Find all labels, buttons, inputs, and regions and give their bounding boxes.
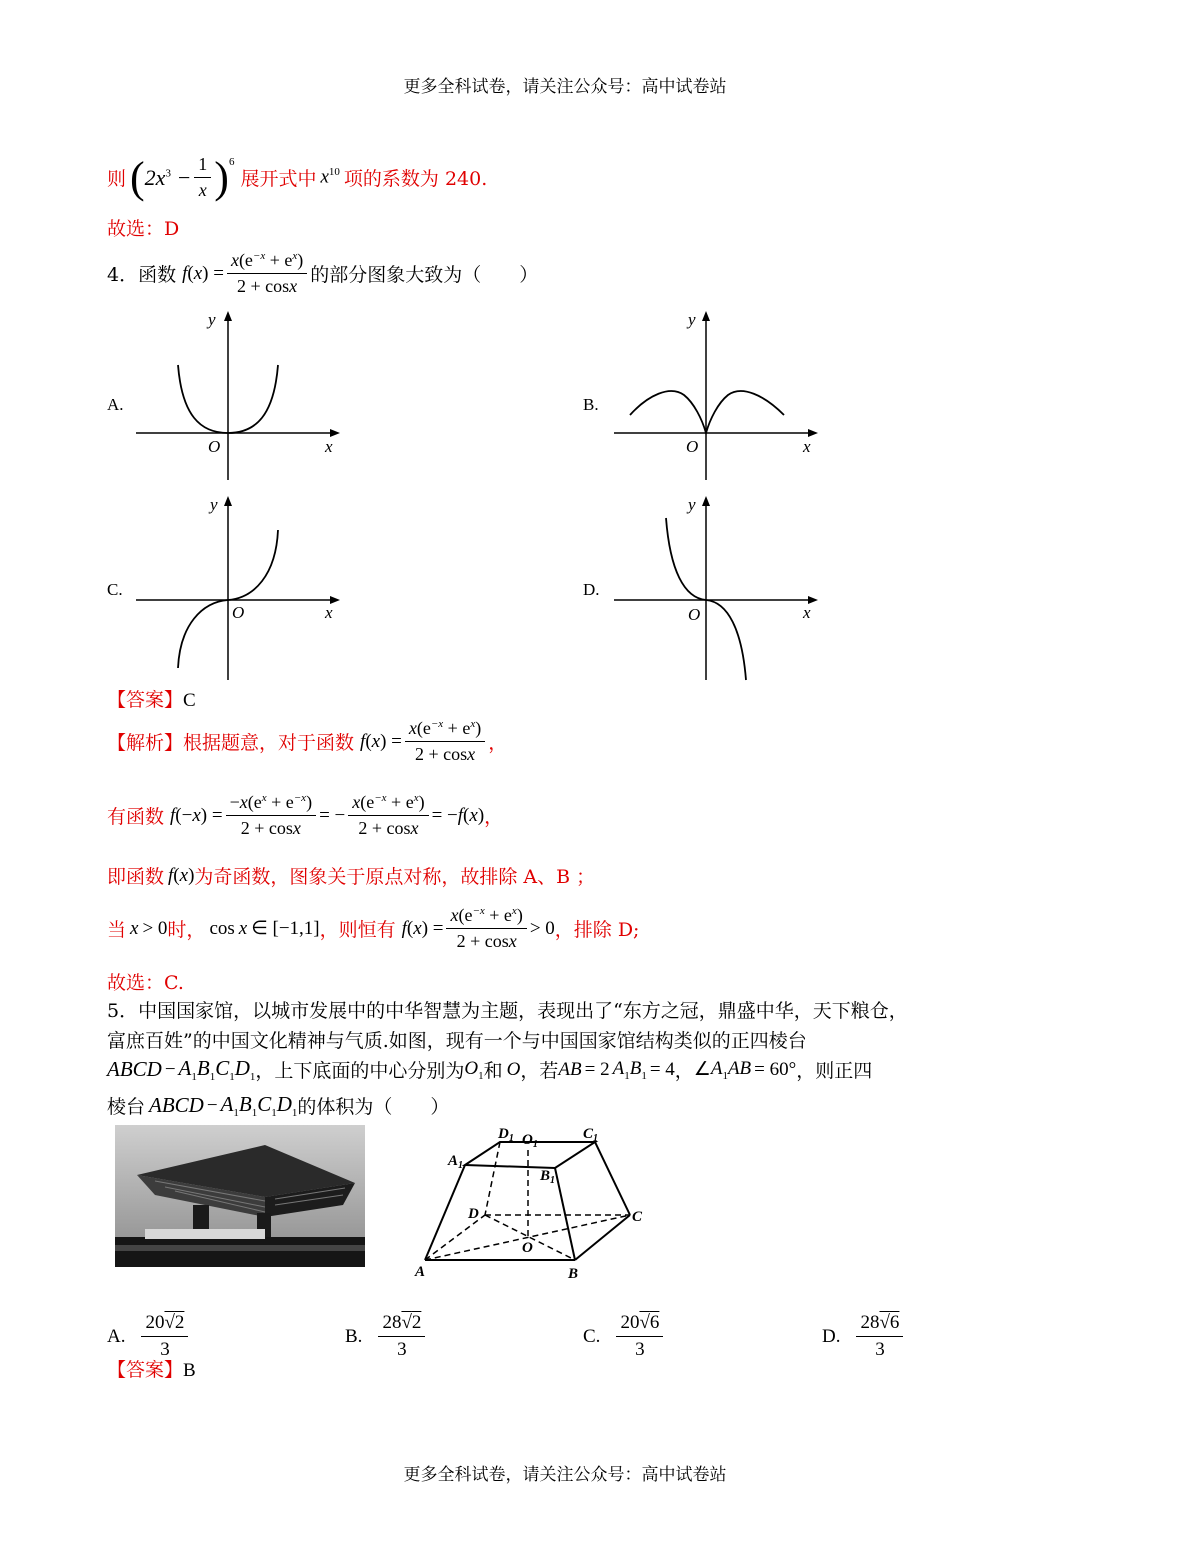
q5-line-3: ABCD − $A_1B_1C_1D_1$ ，上下底面的中心分别为 $O_1$ 和 O ，若 AB = 2 $A_1B_1$ = 4 ， ∠ $A_1AB$ = 60° ，则正四 — [107, 1056, 873, 1084]
page-footer: 更多全科试卷，请关注公众号：高中试卷站 — [403, 1465, 727, 1485]
option-radicand: 2 — [411, 1312, 422, 1333]
q5-line-2: 富庶百姓”的中国文化精神与气质.如图，现有一个与中国国家馆结构类似的正四棱台 — [107, 1030, 807, 1052]
q5-line-1: 5．中国国家馆，以城市发展中的中华智慧为主题，表现出了“东方之冠，鼎盛中华，天下粮仓， — [107, 1000, 908, 1022]
q4-choose: 故选：C. — [107, 972, 184, 994]
q5-line-3a: ，上下底面的中心分别为 — [255, 1060, 465, 1083]
analysis-text-3b: 为奇函数，图象关于原点对称，故排除 A、B ； — [194, 866, 596, 888]
q4-option-d-label: D. — [583, 580, 600, 599]
analysis-text-2: 有函数 — [107, 806, 165, 828]
analysis-text-1: 根据题意，对于函数 — [183, 732, 355, 754]
q4-stem: 4．函数 f ( x ) = $\frac{x(e^{-x} + e^x)}{2 + \cos x}$ 的部分图象大致为（ ） — [107, 250, 539, 296]
option-numerator: 28 — [860, 1312, 880, 1333]
y-axis-label: y — [688, 495, 696, 514]
page-header: 更多全科试卷，请关注公众号：高中试卷站 — [403, 77, 727, 97]
vertex-label: B — [568, 1266, 579, 1280]
q3-prefix: 则 — [107, 168, 127, 190]
china-pavilion-photo — [115, 1125, 365, 1267]
q4-analysis-1: 【解析】 根据题意，对于函数 f ( x ) = $\frac{x(e^{-x} + e^x)}{2 + \cos x}$ ， — [107, 718, 508, 764]
option-numerator: 28 — [382, 1312, 402, 1333]
option-numerator: 20 — [620, 1312, 640, 1333]
vertex-label: O — [522, 1240, 533, 1256]
q5-option-a: A. $\frac{20√2}{3}$ — [107, 1312, 191, 1361]
q5-line-3c: ，若 — [520, 1060, 559, 1083]
vertex-label: $O_1$ — [522, 1132, 538, 1150]
origin-label: O — [688, 605, 701, 624]
q5-line-4a: 棱台 — [107, 1096, 146, 1119]
vertex-label: $C_1$ — [583, 1126, 599, 1144]
option-label: A. — [107, 1325, 126, 1347]
vertex-label: $A_1$ — [448, 1153, 464, 1171]
option-denominator: 3 — [635, 1339, 645, 1360]
option-radicand: 2 — [174, 1312, 185, 1333]
answer-value: C — [183, 690, 196, 711]
origin-label: O — [232, 603, 245, 622]
q4-option-d-graph — [608, 490, 828, 685]
q5-answer — [107, 1355, 196, 1382]
y-axis-label: y — [208, 310, 216, 329]
q4-analysis-4: 当 x > 0 时， cos x ∈ [−1,1] ，则恒有 f ( x ) = $\frac{x(e^{-x} + e^x)}{2 + \cos x}$ > 0 ，排除 D; — [107, 905, 640, 951]
vertex-label: A — [415, 1264, 426, 1280]
q4-answer — [107, 685, 196, 712]
binomial-expression: ( $2x^3$ − $\frac{1}{x}$ ) $^6$ — [130, 153, 235, 202]
q5-line-4: 棱台 ABCD − $A_1B_1C_1D_1$ 的体积为（ ） — [107, 1092, 450, 1120]
q5-line-3b: 和 — [483, 1060, 503, 1083]
frustum-diagram — [410, 1120, 660, 1280]
option-numerator: 20 — [145, 1312, 165, 1333]
answer-label: 【答案】 — [107, 1359, 184, 1381]
option-denominator: 3 — [160, 1339, 170, 1360]
q5-option-b: B. $\frac{28√2}{3}$ — [345, 1312, 428, 1361]
analysis-text-4c: ，则恒有 — [319, 919, 396, 941]
q3-end: 项的系数为 240. — [343, 168, 488, 190]
option-radicand: 6 — [889, 1312, 900, 1333]
option-label: D. — [822, 1325, 841, 1347]
vertex-label: $B_1$ — [540, 1168, 556, 1186]
analysis-text-4d: ，排除 D; — [554, 919, 640, 941]
x-axis-label: x — [325, 437, 333, 456]
q5-option-c: C. $\frac{20√6}{3}$ — [583, 1312, 666, 1361]
option-radicand: 6 — [649, 1312, 660, 1333]
answer-label: 【答案】 — [107, 689, 184, 711]
x-axis-label: x — [325, 603, 333, 622]
vertex-label: C — [632, 1209, 643, 1225]
q4-analysis-2: 有函数 f (− x ) = $\frac{-x(e^x + e^{-x})}{2 + \cos x}$ = − $\frac{x(e^{-x} + e^x)}{2 + \cos x}$ = − f ( x ) ， — [107, 792, 504, 838]
option-denominator: 3 — [397, 1339, 407, 1360]
y-axis-label: y — [210, 495, 218, 514]
q3-conclusion: 则 ( $2x^3$ − $\frac{1}{x}$ ) $^6$ 展开式中 $x^{10}$ 项的系数为 240. — [107, 153, 488, 202]
q4-option-c-label: C. — [107, 580, 123, 599]
answer-value: B — [183, 1360, 196, 1381]
option-label: B. — [345, 1325, 363, 1347]
origin-label: O — [208, 437, 221, 456]
x-axis-label: x — [803, 603, 811, 622]
q5-option-d: D. $\frac{28√6}{3}$ — [822, 1312, 906, 1361]
q4-option-c-graph — [130, 490, 350, 685]
analysis-label: 【解析】 — [107, 732, 184, 754]
q5-line-4b: 的体积为（ ） — [297, 1096, 450, 1119]
q4-analysis-3: 即函数 f ( x ) 为奇函数，图象关于原点对称，故排除 A、B ； — [107, 862, 595, 889]
q4-stem-suffix: 的部分图象大致为（ ） — [310, 264, 539, 286]
q4-option-b-graph — [608, 305, 828, 485]
origin-label: O — [686, 437, 699, 456]
q5-line-3d: ， — [674, 1060, 694, 1083]
option-label: C. — [583, 1325, 601, 1347]
analysis-text-3a: 即函数 — [107, 866, 165, 888]
q3-choose: 故选：D — [107, 218, 180, 240]
analysis-text-4a: 当 — [107, 919, 127, 941]
analysis-text-4b: 时， — [167, 919, 206, 941]
option-denominator: 3 — [875, 1339, 885, 1360]
q4-option-b-label: B. — [583, 395, 599, 414]
x-axis-label: x — [803, 437, 811, 456]
vertex-label: $D_1$ — [498, 1126, 514, 1144]
y-axis-label: y — [688, 310, 696, 329]
q4-option-a-graph — [130, 305, 350, 485]
q4-option-a-label: A. — [107, 395, 124, 414]
vertex-label: D — [468, 1206, 479, 1222]
q5-line-3e: ，则正四 — [796, 1060, 873, 1083]
q4-stem-prefix: 4．函数 — [107, 264, 177, 286]
q3-mid: 展开式中 — [240, 168, 317, 190]
